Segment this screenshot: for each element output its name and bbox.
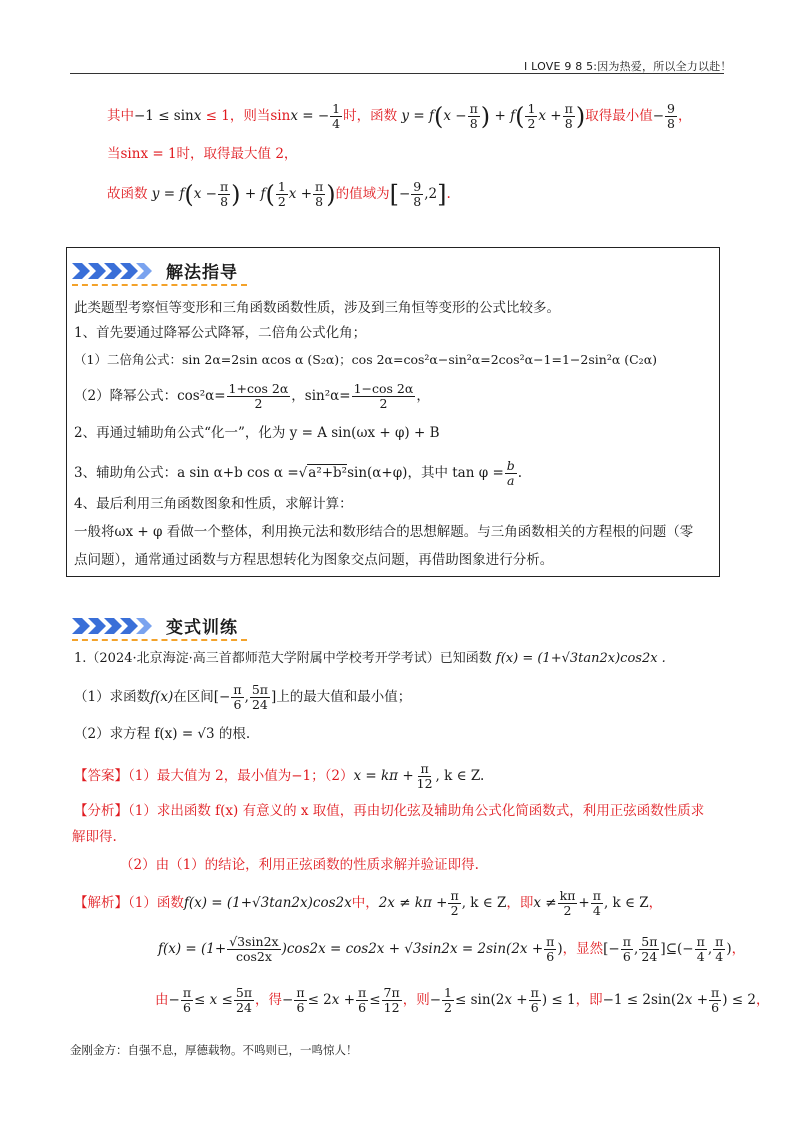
answer-formula: , k ∈ Z. [435, 768, 485, 784]
practice-title: 变式训练 [166, 618, 238, 638]
answer: 【答案】（1）最大值为 2，最小值为−1；（2）x = kπ + $\frac{\pi}{12}$ , k ∈ Z. [74, 761, 485, 791]
guide-text: ，sin²α= [291, 388, 351, 404]
solution-text: 中， [351, 895, 379, 911]
question-text: 在区间 [173, 689, 214, 705]
solution-text: ，即 [575, 992, 603, 1008]
intro-text: x [193, 108, 202, 124]
solution-line-1: 【解析】（1）函数f(x) = (1+√3tan2x)cos2x中，2x ≠ kπ + $\frac{\pi}{2}$ , k ∈ Z，即x ≠ $\frac{k\pi}{2}$ + $\frac{\pi}{4}$ , k ∈ Z， [74, 888, 663, 918]
analysis-line-3: （2）由（1）的结论，利用正弦函数的性质求解并验证即得. [120, 857, 479, 873]
solution-line-2: f(x) = (1+ $\frac{√3\sin 2x}{\cos 2x}$ )cos2x = cos2x + √3sin2x = 2sin(2x + $\frac{\pi}{6}$ )，显然[− $\frac{\pi}{6}$ , $\frac{5\pi}{24}$ ]⊆(− $\frac{\pi}{4}$ , $\frac{\pi}{4}$ )， [158, 934, 746, 964]
intro-text: −1 ≤ sin [134, 108, 194, 124]
guide-p0: 此类题型考察恒等变形和三角函数函数性质，涉及到三角恒等变形的公式比较多。 [74, 300, 560, 316]
guide-banner [72, 258, 238, 283]
solution-text: 由 [155, 992, 169, 1008]
intro-text: ≤ 1，则当sin [201, 108, 291, 124]
intro-text: 的值域为 [335, 186, 390, 202]
intro-text: . [446, 186, 451, 202]
answer-tag: 【答案】 [74, 768, 128, 784]
question-text: f(x) [150, 689, 174, 705]
guide-p1: 1、首先要通过降幂公式降幂，二倍角公式化角； [74, 325, 367, 341]
chevron-arrows-icon [72, 616, 152, 636]
page-footer-motto: 金刚金方：自强不息，厚德载物。不鸣则已，一鸣惊人！ [70, 1043, 358, 1057]
guide-text: a²+b² [308, 465, 348, 481]
intro-text: 其中 [107, 108, 134, 124]
guide-p8: 点问题），通常通过函数与方程思想转化为图象交点问题，再借助图象进行分析。 [74, 552, 554, 568]
fraction: $\frac{1-\cos 2\alpha}{2}$ [353, 381, 414, 411]
practice-banner [72, 613, 238, 638]
question [74, 649, 666, 669]
solution-formula: ) [557, 941, 563, 957]
solution-formula: + [578, 895, 590, 911]
answer-text: （1）最大值为 2，最小值为−1；（2） [128, 768, 354, 784]
guide-p5: 3、辅助角公式：a sin α+b cos α =√a²+b²sin(α+φ)，其中 tan φ = $\frac{b}{a}$ . [74, 458, 523, 488]
solution-formula: , k ∈ Z [461, 895, 507, 911]
guide-title-underline [72, 282, 247, 286]
analysis-text: （1）求出函数 f(x) 有意义的 x 取值，再由切化弦及辅助角公式化简函数式，利用正弦函数性质求 [128, 803, 705, 819]
analysis-line-1 [74, 801, 704, 821]
solution-text: ， [755, 992, 770, 1008]
solution-line-3: 由− $\frac{\pi}{6}$ ≤ x ≤ $\frac{5\pi}{24}$ ，得− $\frac{\pi}{6}$ ≤ 2x + $\frac{\pi}{6}$ ≤ $\frac{7\pi}{12}$ ，则− $\frac{1}{2}$ ≤ sin(2x + $\frac{\pi}{6}$ ) ≤ 1，即−1 ≤ 2sin(2x + $\frac{\pi}{6}$ ) ≤ 2， [155, 985, 770, 1015]
analysis-tag: 【分析】 [74, 803, 128, 819]
solution-text: ，则 [402, 992, 430, 1008]
solution-formula: f(x) = (1+√3tan2x)cos2x [183, 895, 352, 911]
guide-text: ， [416, 388, 430, 404]
question-text: （1）求函数 [74, 689, 151, 705]
intro-text: 取得最小值 [585, 108, 653, 124]
guide-p4: 2、再通过辅助角公式“化一”，化为 y = A sin(ωx + φ) + B [74, 425, 440, 441]
solution-formula: )cos2x = cos2x + √3sin2x = 2sin(2x + [281, 941, 544, 957]
solution-text: ，显然 [562, 941, 604, 957]
guide-p2: （1）二倍角公式：sin 2α=2sin αcos α (S₂α)；cos 2α=cos²α−sin²α=2cos²α−1=1−2sin²α (C₂α) [74, 352, 658, 367]
guide-text: . [517, 465, 523, 481]
intro-text: = − [297, 108, 330, 124]
intro-text: 时，函数 [343, 108, 398, 124]
solution-formula: x ≠ [533, 895, 557, 911]
question-text: 1.（2024·北京海淀·高三首都师范大学附属中学校考开学考试）已知函数 [74, 651, 492, 666]
solution-formula: 2x ≠ kπ + [378, 895, 448, 911]
intro-line-3: 故函数 y = f(x − $\frac{\pi}{8}$ ) + f( $\frac{1}{2}$ x + $\frac{\pi}{8}$ )的值域为[− $\frac{9}{8}$ ,2]. [107, 179, 451, 209]
analysis-line-2: 解即得. [72, 829, 117, 845]
question-part-1: （1）求函数f(x)在区间[− $\frac{\pi}{6}$ , $\frac{5\pi}{24}$ ]上的最大值和最小值； [74, 682, 412, 712]
guide-text: sin(α+φ)，其中 tan φ = [347, 465, 504, 481]
guide-p7: 一般将ωx + φ 看做一个整体，利用换元法和数形结合的思想解题。与三角函数相关的方程根的问题（零 [74, 524, 694, 540]
fraction: $\frac{b}{a}$ [506, 458, 515, 488]
solution-text: ，得 [255, 992, 283, 1008]
fraction: $\frac{1}{4}$ [332, 101, 341, 131]
solution-text: ，即 [506, 895, 534, 911]
intro-text: 故函数 [107, 186, 148, 202]
intro-text: x [290, 108, 298, 124]
question-text: 上的最大值和最小值； [276, 689, 412, 705]
guide-title: 解法指导 [166, 263, 238, 283]
solution-text: ， [731, 941, 746, 957]
fraction: $\frac{1+\cos 2\alpha}{2}$ [228, 381, 289, 411]
intro-line-2: 当sinx = 1时，取得最大值 2， [107, 146, 298, 162]
solution-text: ， [648, 895, 663, 911]
guide-p6: 4、最后利用三角函数图象和性质，求解计算： [74, 496, 353, 512]
solution-text: （1）函数 [128, 895, 184, 911]
solution-formula: , k ∈ Z [603, 895, 649, 911]
practice-title-underline [72, 637, 247, 641]
answer-formula: x = kπ + [353, 768, 414, 784]
solution-tag: 【解析】 [74, 895, 128, 911]
solution-formula: f(x) = (1+ [158, 941, 227, 957]
guide-p3 [74, 382, 430, 411]
guide-text: （2）降幂公式：cos²α= [74, 388, 226, 404]
header-divider [70, 73, 724, 74]
chevron-arrows-icon [72, 261, 152, 281]
guide-text: 3、辅助角公式：a sin α+b cos α = [74, 465, 299, 481]
intro-line-1: 其中−1 ≤ sinx ≤ 1，则当sinx = − $\frac{1}{4}$ 时，函数 y = f(x − $\frac{\pi}{8}$ ) + f( $\frac{1}{2}$ x + $\frac{\pi}{8}$ )取得最小值− $\frac{9}{8}$ ， [107, 101, 692, 131]
question-formula: f(x) = (1+√3tan2x)cos2x . [495, 651, 666, 666]
page-header-motto: I LOVE 9 8 5:因为热爱，所以全力以赴！ [524, 60, 732, 73]
question-part-2: （2）求方程 f(x) = √3 的根. [74, 726, 251, 742]
